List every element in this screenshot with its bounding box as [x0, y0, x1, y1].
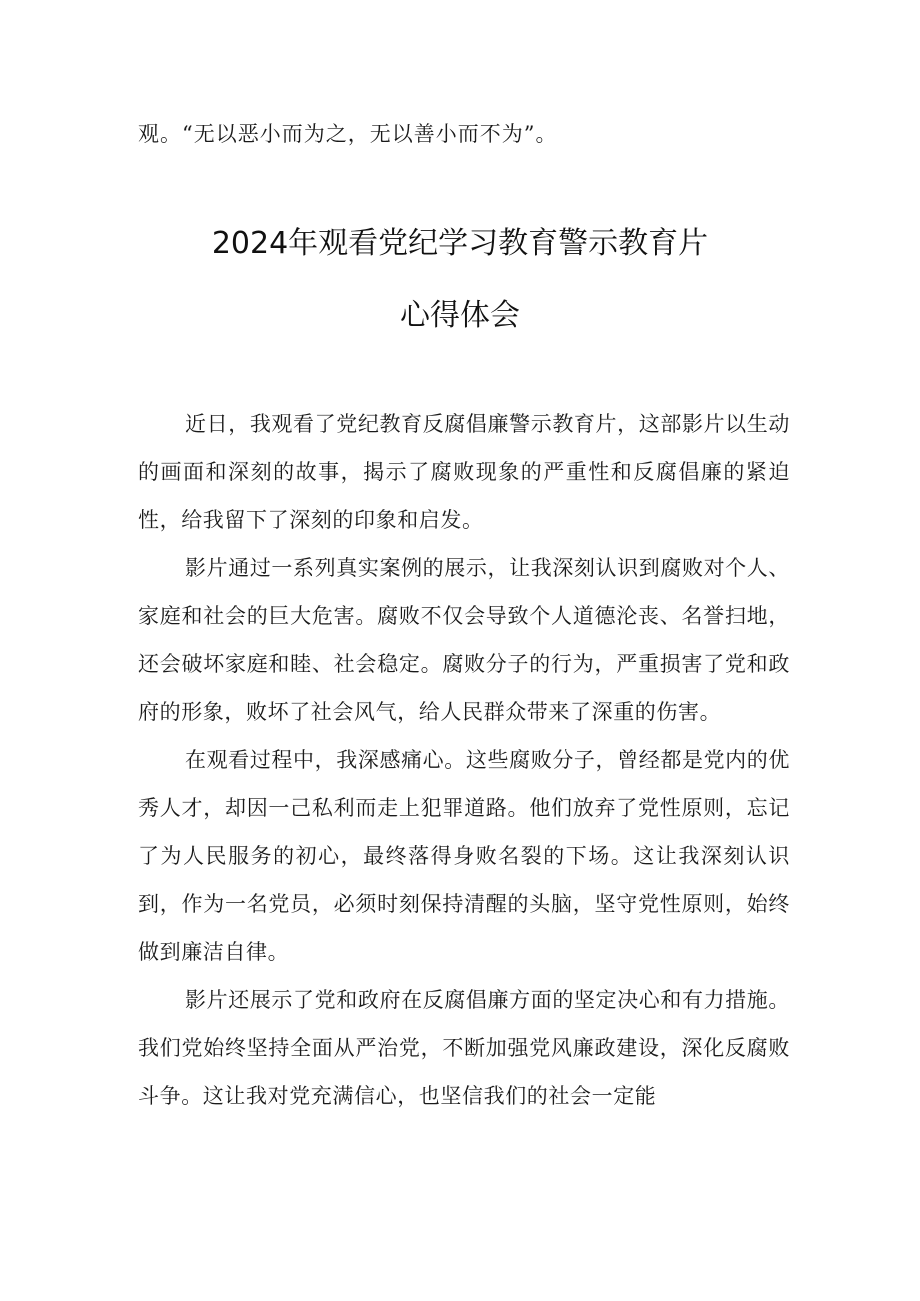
body-paragraph-4: 影片还展示了党和政府在反腐倡廉方面的坚定决心和有力措施。我们党始终坚持全面从严治党，不断加强党风廉政建设，深化反腐败斗争。这让我对党充满信心，也坚信我们的社会一定能 [138, 988, 790, 1108]
document-title-line-2: 心得体会 [400, 298, 520, 333]
document-body [138, 400, 790, 1120]
previous-paragraph-tail: 观。“无以恶小而为之，无以善小而不为”。 [138, 122, 558, 146]
document-title-line-1: 2024年观看党纪学习教育警示教育片 [211, 226, 709, 261]
body-paragraph-1: 近日，我观看了党纪教育反腐倡廉警示教育片，这部影片以生动的画面和深刻的故事，揭示了腐败现象的严重性和反腐倡廉的紧迫性，给我留下了深刻的印象和启发。 [138, 412, 790, 532]
body-paragraph-2: 影片通过一系列真实案例的展示，让我深刻认识到腐败对个人、家庭和社会的巨大危害。腐败不仅会导致个人道德沦丧、名誉扫地，还会破坏家庭和睦、社会稳定。腐败分子的行为，严重损害了党和政府的形象，败坏了社会风气，给人民群众带来了深重的伤害。 [138, 556, 790, 724]
body-paragraph-3: 在观看过程中，我深感痛心。这些腐败分子，曾经都是党内的优秀人才，却因一己私利而走上犯罪道路。他们放弃了党性原则，忘记了为人民服务的初心，最终落得身败名裂的下场。这让我深刻认识到，作为一名党员，必须时刻保持清醒的头脑，坚守党性原则，始终做到廉洁自律。 [138, 748, 790, 964]
